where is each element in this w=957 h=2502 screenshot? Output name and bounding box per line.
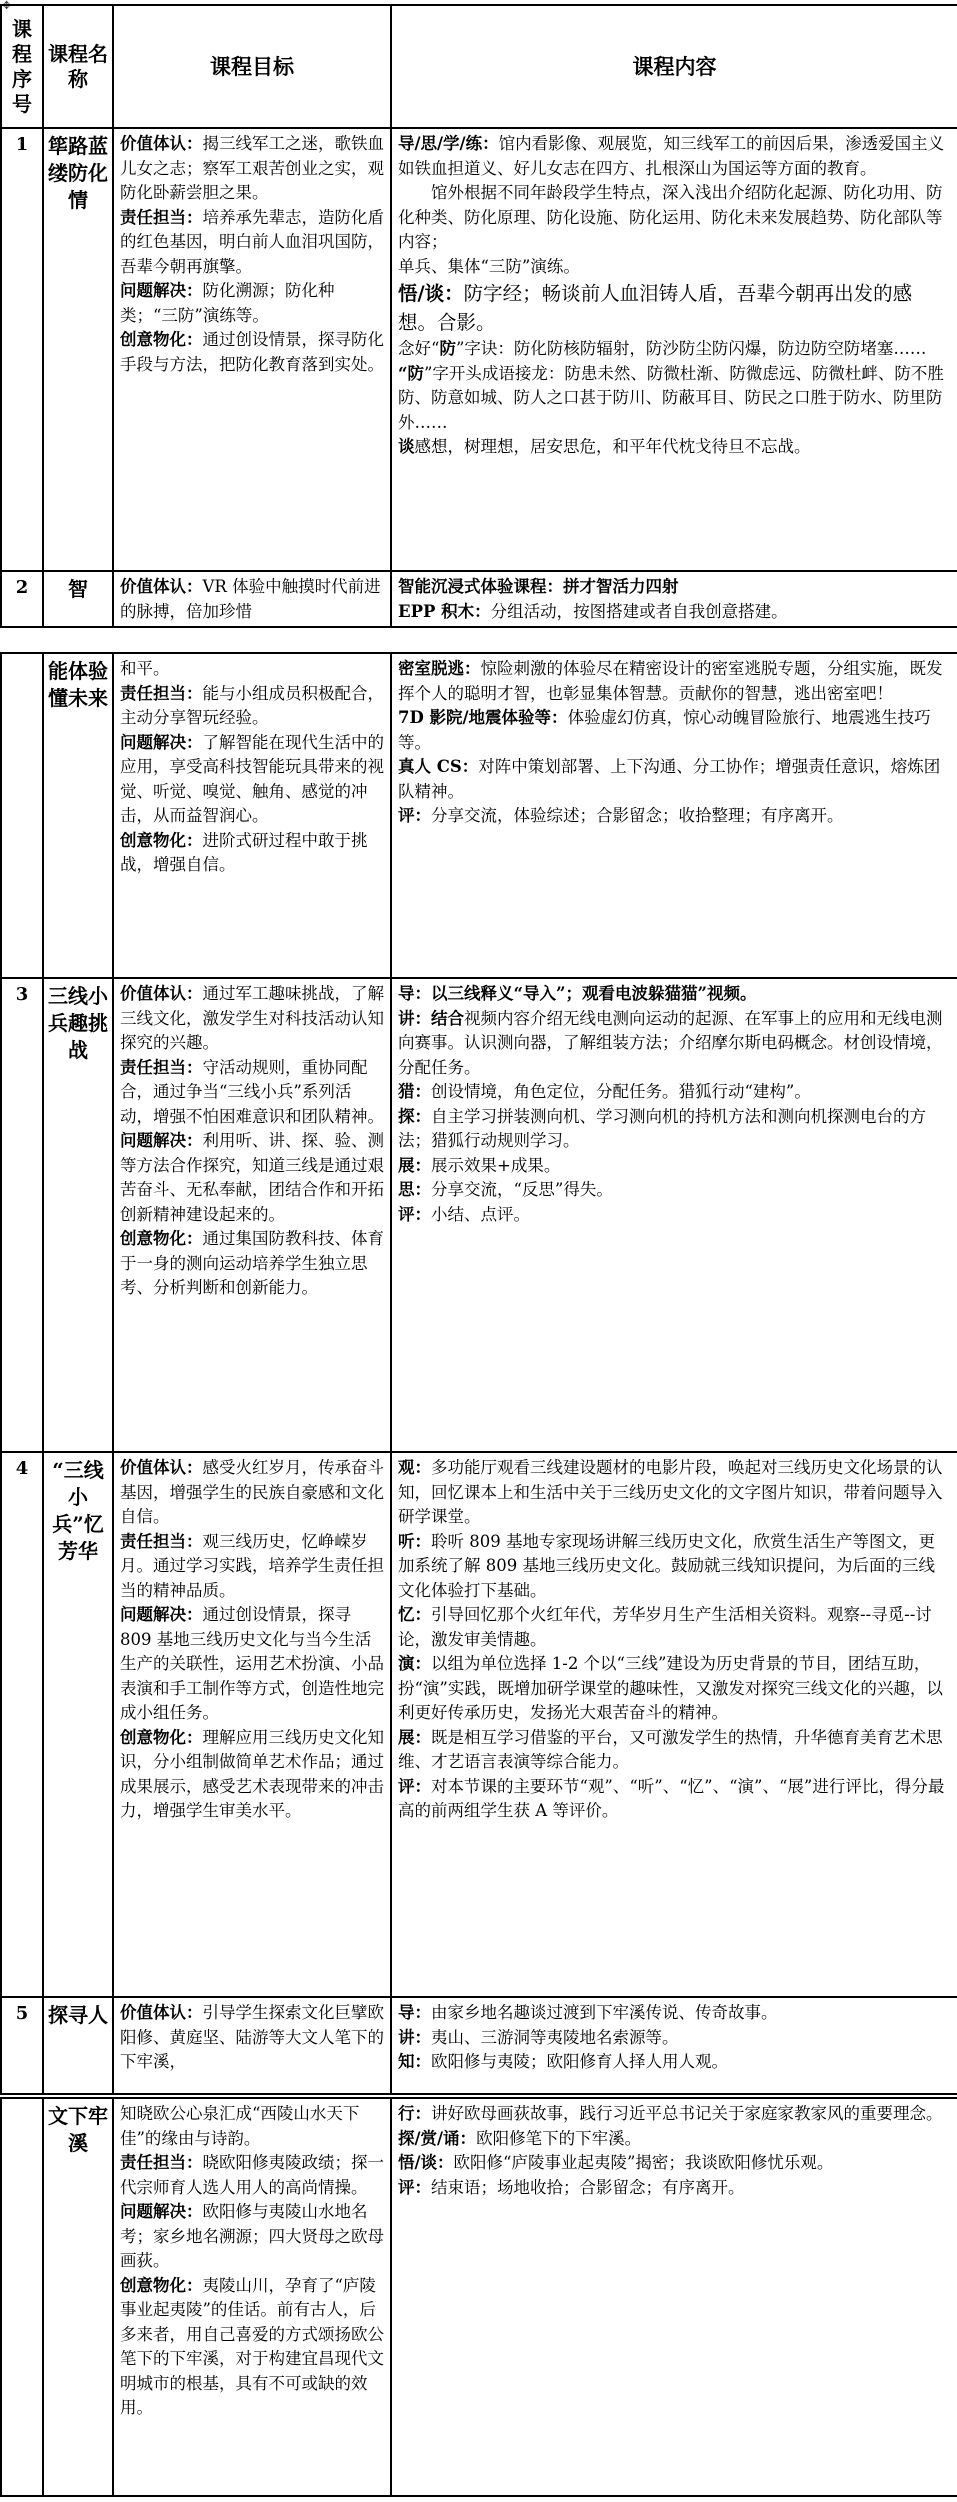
goal-text: 培养承先辈志，造防化盾的红色基因，明白前人血泪巩国防，吾辈今朝再旗擎。 (120, 207, 384, 276)
content-text: 既是相互学习借鉴的平台，又可激发学生的热情，升华德育美育艺术思维、才艺语言表演等综合能力。 (398, 1727, 943, 1771)
content-label: 展： (398, 1155, 431, 1175)
course-name: 智 (43, 571, 113, 627)
content-label: 猎： (398, 1082, 431, 1101)
goal-text: 和平。 (120, 659, 170, 678)
goal-label: 创意物化： (120, 1727, 203, 1747)
content-label: 观： (398, 1458, 431, 1477)
table-row-course-5-cont (1, 2098, 957, 2496)
content-text: 多功能厅观看三线建设题材的电影片段，唤起对三线历史文化场景的认知，回忆课本上和生活中关于三线历史文化的文字图片知识，带着问题导入研学课堂。 (398, 1458, 943, 1526)
content-text: 防字经；畅谈前人血泪铸人盾，吾辈今朝再出发的感想。合影。 (398, 282, 913, 334)
content-text: 单兵、集体“三防”演练。 (398, 256, 580, 276)
goal-text: 能与小组成员积极配合，主动分享智玩经验。 (120, 683, 384, 727)
goal-text: 防化溯源；防化种类；“三防”演练等。 (120, 281, 335, 325)
course-name: 三线小兵趣挑战 (43, 978, 113, 1452)
course-content-cell (391, 1997, 957, 2094)
content-label: 真人 CS： (398, 757, 479, 776)
course-number: 4 (1, 1452, 43, 1997)
goal-label: 价值体认： (120, 2003, 203, 2022)
goal-label: 问题解决： (120, 281, 203, 300)
goal-text: 引导学生探索文化巨擘欧阳修、黄庭坚、陆游等大文人笔下的下牢溪， (120, 2003, 384, 2071)
table-row-course-5-start (1, 1997, 957, 2094)
goal-text: 知晓欧公心泉汇成“西陵山水天下佳”的缘由与诗韵。 (120, 2104, 360, 2148)
content-text: ”字诀：防化防核防辐射，防沙防尘防闪爆，防边防空防堵塞…… (455, 339, 927, 358)
content-text: 结束语；场地收拾；合影留念；有序离开。 (431, 2177, 745, 2197)
course-name: “三线小兵”忆芳华 (43, 1452, 113, 1997)
content-label: 导： (398, 2003, 431, 2022)
content-label: 悟/谈： (398, 2153, 454, 2172)
goal-text: 观三线历史，忆峥嵘岁月。通过学习实践，培养学生责任担当的精神品质。 (120, 1531, 384, 1600)
goal-label: 价值体认： (120, 984, 203, 1003)
goal-label: 问题解决： (120, 732, 203, 752)
content-text: 自主学习拼装测向机、学习测向机的持机方法和测向机探测电台的方法；猎狐行动规则学习。 (398, 1106, 926, 1150)
content-text: ”字开头成语接龙：防患未然、防微杜渐、防微虑远、防微杜衅、防不胜防、防意如城、防人之口甚于防川、防蔽耳目、防民之口胜于防水、防里防外…… (398, 363, 944, 432)
course-name: 探寻人 (43, 1997, 113, 2094)
content-text: 体验虚幻仿真，惊心动魄冒险旅行、地震逃生技巧等。 (398, 708, 931, 752)
content-label: 评： (398, 1204, 431, 1224)
course-content-cell (391, 653, 957, 978)
table-row-course-1 (1, 128, 957, 571)
goal-label: 创意物化： (120, 2275, 203, 2295)
content-text: 念好“ (398, 339, 440, 358)
content-text: 夷山、三游洞等夷陵地名索源等。 (431, 2027, 679, 2047)
content-label: 结合 (431, 1008, 464, 1028)
content-text: 对阵中策划部署、上下沟通、分工协作；增强责任意识，熔炼团队精神。 (398, 757, 941, 801)
content-label: 防 (407, 363, 424, 383)
goal-label: 创意物化： (120, 830, 203, 850)
header-course-goal: 课程目标 (113, 5, 391, 128)
content-text: 欧阳修“庐陵事业起夷陵”揭密；我谈欧阳修忧乐观。 (453, 2153, 834, 2172)
content-text: 视频内容介绍无线电测向运动的起源、在军事上的应用和无线电测向赛事。认识测向器，了解组装方法；介绍摩尔斯电码概念。材创设情境，分配任务。 (398, 1008, 943, 1077)
content-label: 演： (398, 1654, 431, 1673)
content-text: 创设情境，角色定位，分配任务。猎狐行动“建构”。 (431, 1082, 811, 1101)
goal-label: 责任担当： (120, 207, 203, 227)
content-label: 密室脱逃： (398, 659, 481, 678)
content-text: 由家乡地名趣谈过渡到下牢溪传说、传奇故事。 (431, 2003, 778, 2022)
goal-text: 利用听、讲、探、验、测等方法合作探究，知道三线是通过艰苦奋斗、无私奉献，团结合作和开拓创新精神建设起来的。 (120, 1131, 384, 1224)
header-course-name: 课程名称 (43, 5, 113, 128)
goal-text: 揭三线军工之迷，歌铁血儿女之志；察军工艰苦创业之实，观防化卧薪尝胆之果。 (120, 134, 384, 202)
content-text: 分享交流，“反思”得失。 (431, 1180, 613, 1199)
course-table-part-2 (0, 652, 957, 2095)
course-number: 1 (1, 128, 43, 571)
course-content-cell (391, 128, 957, 571)
table-row-course-2-cont (1, 653, 957, 978)
move-handle-icon[interactable]: ✥ (2, 0, 12, 12)
content-text: 感想，树理想，居安思危，和平年代枕戈待旦不忘战。 (414, 437, 811, 456)
course-goal-cell (113, 1997, 391, 2094)
goal-text: 通过军工趣味挑战，了解三线文化，激发学生对科技活动认知探究的兴趣。 (120, 984, 384, 1052)
content-label: 7D 影院/地震体验等： (398, 708, 568, 727)
content-label: 讲： (398, 1008, 431, 1028)
content-label: 导/思/学/练： (398, 134, 499, 153)
course-goal-cell (113, 571, 391, 627)
content-text: 欧阳修笔下的下牢溪。 (476, 2128, 642, 2148)
content-label: 讲： (398, 2027, 431, 2047)
content-label: 展： (398, 1727, 431, 1747)
goal-label: 问题解决： (120, 1605, 203, 1624)
page-block-3 (0, 2097, 957, 2497)
content-text: 展示效果+成果。 (431, 1155, 561, 1175)
goal-text: 理解应用三线历史文化知识，分小组制做简单艺术作品；通过成果展示，感受艺术表现带来的冲击力，增强学生审美水平。 (120, 1727, 384, 1820)
content-text: 馆外根据不同年龄段学生特点，深入浅出介绍防化起源、防化功用、防化种类、防化原理、防化设施、防化运用、防化未来发展趋势、防化部队等内容； (398, 183, 943, 251)
content-label: 忆： (398, 1605, 431, 1624)
goal-text: 感受火红岁月，传承奋斗基因，增强学生的民族自豪感和文化自信。 (120, 1458, 384, 1526)
course-content-cell (391, 2098, 957, 2496)
content-text: 聆听 809 基地专家现场讲解三线历史文化，欣赏生活生产等图文，更加系统了解 809 基地三线历史文化。鼓励就三线知识提问，为后面的三线文化体验打下基础。 (398, 1531, 935, 1600)
goal-label: 责任担当： (120, 1531, 203, 1551)
table-row-course-2-start (1, 571, 957, 627)
content-label: 谈 (398, 437, 415, 456)
content-label: 知： (398, 2052, 431, 2071)
content-heading: 智能沉浸式体验课程：拼才智活力四射 (398, 577, 679, 596)
goal-text: 欧阳修与夷陵山水地名考；家乡地名溯源；四大贤母之欧母画荻。 (120, 2202, 384, 2270)
course-table-part-1 (0, 4, 957, 628)
course-content-cell (391, 571, 957, 627)
content-text: 以组为单位选择 1-2 个以“三线”建设为历史背景的节目，团结互助，扮“演”实践，既增加研学课堂的趣味性，又激发对探究三线文化的兴趣，以利更好传承历史，发扬光大艰苦奋斗的精神。 (398, 1654, 943, 1722)
course-name: 能体验懂未来 (43, 653, 113, 978)
course-name: 文下牢溪 (43, 2098, 113, 2496)
goal-label: 问题解决： (120, 1131, 203, 1150)
page-block-1 (0, 4, 957, 628)
course-number-empty (1, 2098, 43, 2496)
course-goal-cell (113, 978, 391, 1452)
goal-label: 问题解决： (120, 2202, 203, 2221)
content-text: 小结、点评。 (431, 1204, 530, 1224)
goal-label: 价值体认： (120, 134, 203, 153)
goal-label: 价值体认： (120, 577, 203, 596)
course-number: 3 (1, 978, 43, 1452)
content-text: 馆内看影像、观展览，知三线军工的前因后果，渗透爱国主义如铁血担道义、好儿女志在四方、扎根深山为国运等方面的教育。 (398, 134, 945, 178)
course-goal-cell (113, 128, 391, 571)
course-name: 筚路蓝缕防化情 (43, 128, 113, 571)
table-row-course-4 (1, 1452, 957, 1997)
course-number-empty (1, 653, 43, 978)
content-label: 防 (439, 339, 456, 358)
content-text: 惊险刺激的体验尽在精密设计的密室逃脱专题，分组实施，既发挥个人的聪明才智，也彰显集体智慧。贡献你的智慧，逃出密室吧！ (398, 659, 943, 703)
goal-label: 价值体认： (120, 1458, 203, 1477)
content-label: 行： (398, 2104, 431, 2123)
content-text: 引导回忆那个火红年代，芳华岁月生产生活相关资料。观察--寻觅--讨论，激发审美情趣。 (398, 1605, 932, 1649)
goal-label: 责任担当： (120, 1057, 203, 1077)
content-label: EPP 积木： (398, 601, 491, 621)
content-label: 悟/谈： (398, 282, 464, 305)
goal-text: 通过创设情景，探寻 809 基地三线历史文化与当今生活生产的关联性，运用艺术扮演、小品表演和手工制作等方式，创造性地完成小组任务。 (120, 1605, 384, 1722)
table-row-course-3 (1, 978, 957, 1452)
course-goal-cell (113, 2098, 391, 2496)
content-text: 欧阳修与夷陵；欧阳修育人择人用人观。 (431, 2052, 728, 2071)
course-number: 2 (1, 571, 43, 627)
goal-label: 责任担当： (120, 2153, 203, 2172)
content-label: 探： (398, 1106, 431, 1126)
goal-text: 晓欧阳修夷陵政绩；探一代宗师育人选人用人的高尚情操。 (120, 2153, 384, 2197)
content-text: 对本节课的主要环节“观”、“听”、“忆”、“演”、“展”进行评比，得分最高的前两组学生获 A 等评价。 (398, 1776, 945, 1820)
content-label: 评： (398, 806, 431, 825)
header-course-number: 课程序号 (1, 5, 43, 128)
content-heading: 导：以三线释义“导入”；观看电波躲猫猫”视频。 (398, 984, 757, 1003)
content-text: 讲好欧母画荻故事，践行习近平总书记关于家庭家教家风的重要理念。 (431, 2104, 943, 2123)
goal-text: 进阶式研过程中敢于挑战，增强自信。 (120, 830, 368, 874)
goal-label: 创意物化： (120, 1229, 203, 1248)
goal-text: 了解智能在现代生活中的应用，享受高科技智能玩具带来的视觉、听觉、嗅觉、触角、感觉的冲击，从而益智润心。 (120, 732, 384, 825)
course-table-part-3 (0, 2097, 957, 2497)
goal-text: VR 体验中触摸时代前进的脉搏，倍加珍惜 (120, 577, 381, 621)
content-label: 探/赏/诵： (398, 2128, 477, 2148)
course-goal-cell (113, 1452, 391, 1997)
goal-text: 夷陵山川，孕育了“庐陵事业起夷陵”的佳话。前有古人，后多来者，用自己喜爱的方式颂扬欧公笔下的下牢溪，对于构建宜昌现代文明城市的根基，具有不可或缺的效用。 (120, 2275, 384, 2417)
goal-text: 通过集国防教科技、体育于一身的测向运动培养学生独立思考、分析判断和创新能力。 (120, 1229, 384, 1297)
content-label: 评： (398, 1776, 431, 1796)
content-label: 评： (398, 2177, 431, 2197)
content-label: 思： (398, 1180, 431, 1199)
content-text: 分享交流，体验综述；合影留念；收拾整理；有序离开。 (431, 806, 844, 825)
goal-label: 责任担当： (120, 683, 203, 703)
page-block-2 (0, 652, 957, 2095)
header-course-content: 课程内容 (391, 5, 957, 128)
course-goal-cell (113, 653, 391, 978)
content-text: 分组活动，按图搭建或者自我创意搭建。 (490, 601, 788, 621)
course-number: 5 (1, 1997, 43, 2094)
content-label: “ (398, 363, 408, 383)
course-content-cell (391, 1452, 957, 1997)
table-header-row (1, 5, 957, 128)
course-content-cell (391, 978, 957, 1452)
content-label: 听： (398, 1531, 431, 1551)
goal-label: 创意物化： (120, 330, 203, 349)
goal-text: 通过创设情景，探寻防化手段与方法，把防化教育落到实处。 (120, 330, 384, 374)
goal-text: 守活动规则，重协同配合，通过争当“三线小兵”系列活动，增强不怕困难意识和团队精神。 (120, 1057, 384, 1126)
